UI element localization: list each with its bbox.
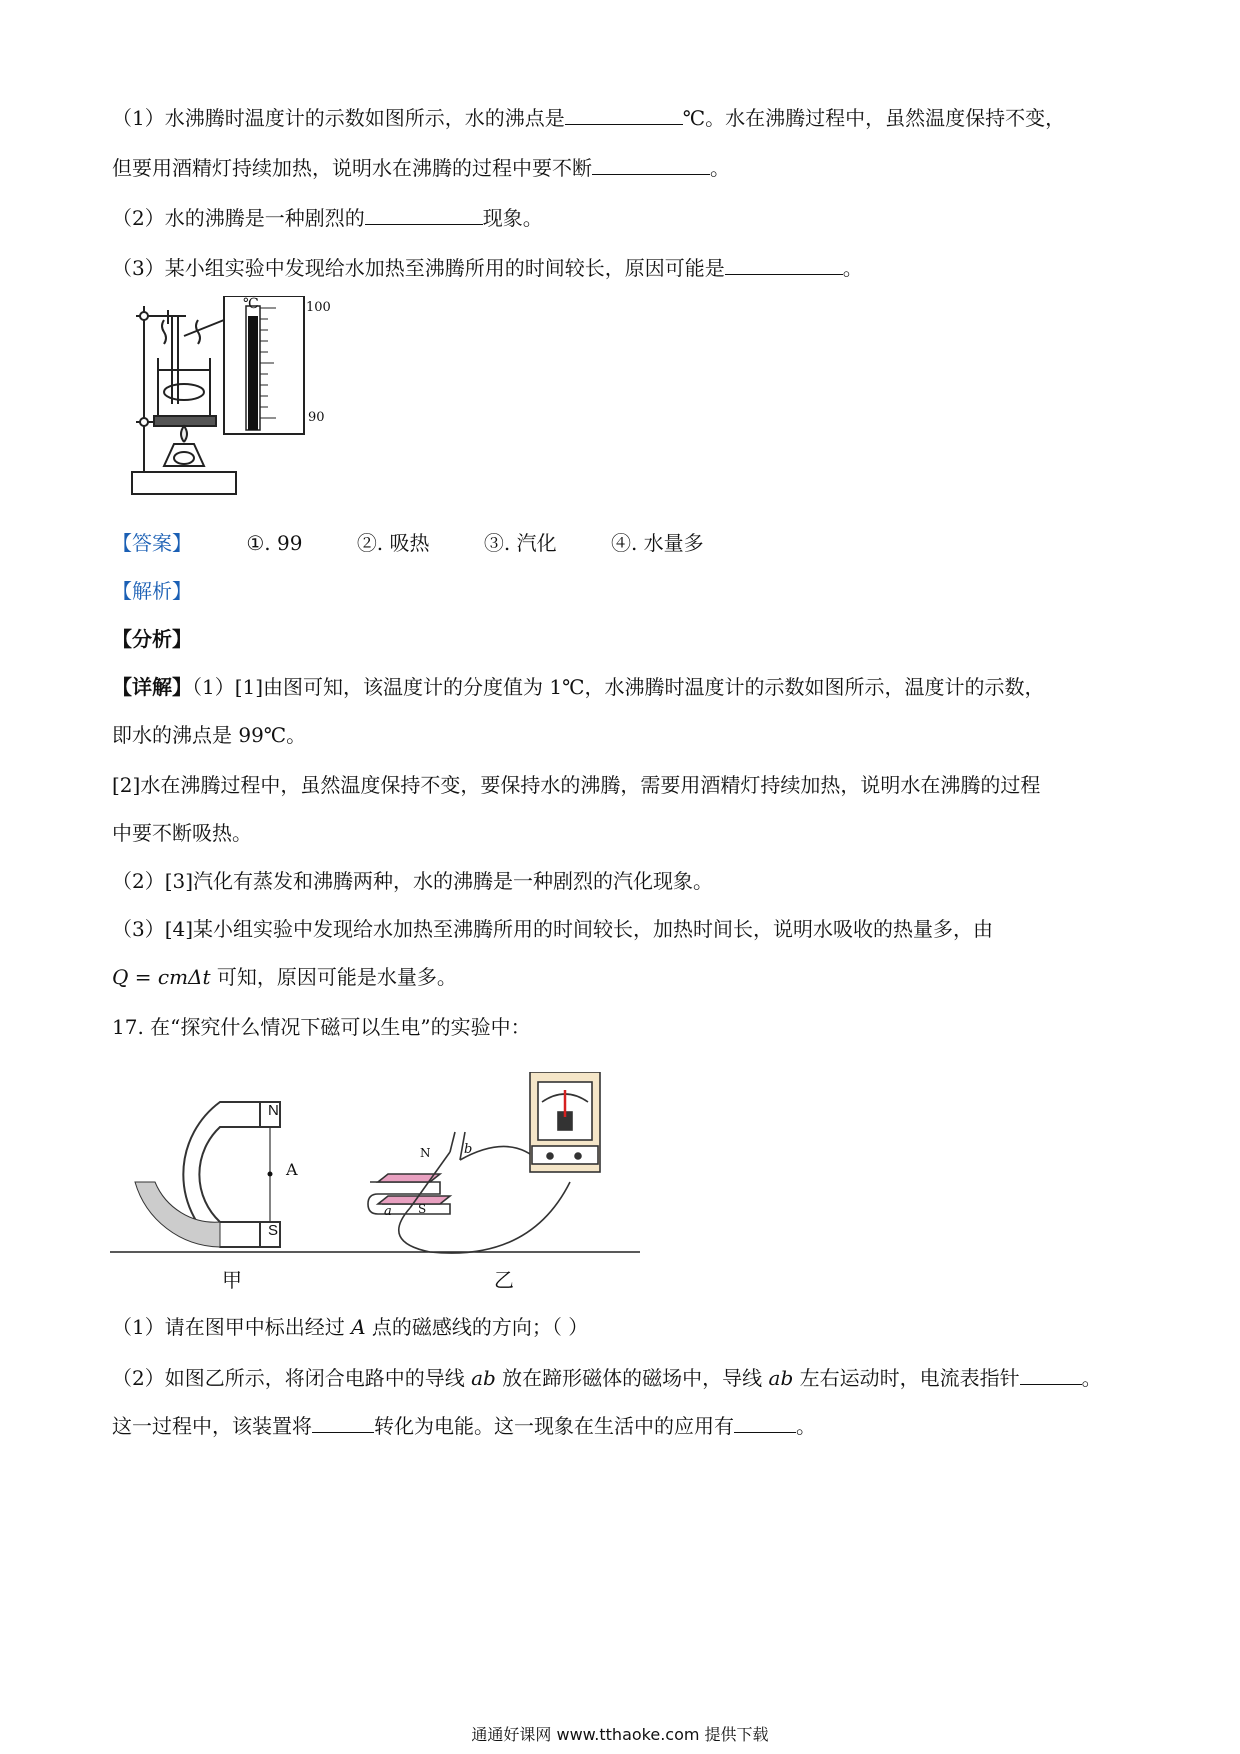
fenxi-label: 【分析】 — [112, 627, 192, 651]
q17-part3: 这一过程中，该装置将 转化为电能。这一现象在生活中的应用有 。 — [112, 1410, 816, 1441]
q16-part1-line1: （1）水沸腾时温度计的示数如图所示，水的沸点是 ℃。水在沸腾过程中，虽然温度保持不变， — [112, 102, 1065, 133]
blank-7[interactable] — [734, 1410, 796, 1433]
answer-item-1: ①. 99 — [246, 531, 303, 555]
magnet-s-pole: S — [268, 1222, 279, 1239]
wire-end-b: b — [464, 1142, 473, 1157]
blank-6[interactable] — [312, 1410, 374, 1433]
q16-part2: （2）水的沸腾是一种剧烈的 现象。 — [112, 202, 543, 233]
detail-line-7: Q = cmΔt 可知，原因可能是水量多。 — [112, 965, 457, 989]
blank-5[interactable] — [1020, 1362, 1082, 1385]
thermometer-unit: ℃ — [243, 296, 259, 312]
blank-1[interactable] — [565, 102, 683, 125]
q16-part3: （3）某小组实验中发现给水加热至沸腾所用的时间较长，原因可能是 。 — [112, 252, 863, 283]
answer-label: 【答案】 — [112, 531, 192, 555]
magnet-figures — [110, 1072, 650, 1262]
q16-part1-line2: 但要用酒精灯持续加热，说明水在沸腾的过程中要不断 。 — [112, 152, 730, 183]
detail-line-4: 中要不断吸热。 — [112, 821, 252, 845]
blank-3[interactable] — [365, 202, 483, 225]
q17-title: 17. 在“探究什么情况下磁可以生电”的实验中： — [112, 1015, 531, 1039]
answer-line — [112, 528, 704, 558]
q17-part1: （1）请在图甲中标出经过 A 点的磁感线的方向；（ ） — [112, 1315, 589, 1339]
magnet-n-pole: N — [268, 1102, 279, 1119]
detail-line-5: （2）[3]汽化有蒸发和沸腾两种，水的沸腾是一种剧烈的汽化现象。 — [112, 869, 714, 893]
yi-s-pole: S — [418, 1202, 427, 1216]
q17-part2: （2）如图乙所示，将闭合电路中的导线 ab 放在蹄形磁体的磁场中，导线 ab 左右运动时，电流表指针 。 — [112, 1362, 1102, 1393]
detail-line-3: [2]水在沸腾过程中，虽然温度保持不变，要保持水的沸腾，需要用酒精灯持续加热，说明水在沸腾的过程 — [112, 773, 1041, 797]
answer-item-4: ④. 水量多 — [610, 531, 704, 555]
wire-end-a: a — [384, 1204, 392, 1219]
formula: Q = cmΔt — [112, 965, 211, 989]
caption-jia: 甲 — [222, 1268, 242, 1292]
footer: 通通好课网 www.tthaoke.com 提供下载 — [471, 1725, 769, 1744]
answer-item-2: ②. 吸热 — [356, 531, 430, 555]
blank-2[interactable] — [592, 152, 710, 175]
detail-line-1: 【详解】（1）[1]由图可知，该温度计的分度值为 1℃，水沸腾时温度计的示数如图所示，温度计的示数， — [112, 675, 1045, 699]
detail-line-2: 即水的沸点是 99℃。 — [112, 723, 307, 747]
detail-line-6: （3）[4]某小组实验中发现给水加热至沸腾所用的时间较长，加热时间长，说明水吸收的热量多，由 — [112, 917, 994, 941]
detail-label: 【详解】 — [112, 675, 192, 699]
caption-yi: 乙 — [494, 1268, 514, 1292]
analysis-label: 【解析】 — [112, 579, 192, 603]
answer-item-3: ③. 汽化 — [483, 531, 557, 555]
thermometer-tick-100: 100 — [306, 300, 331, 315]
point-a-label: A — [286, 1160, 298, 1179]
blank-4[interactable] — [725, 252, 843, 275]
thermometer-tick-90: 90 — [308, 410, 325, 425]
yi-n-pole: N — [420, 1146, 431, 1160]
boiling-apparatus-figure — [128, 296, 350, 506]
